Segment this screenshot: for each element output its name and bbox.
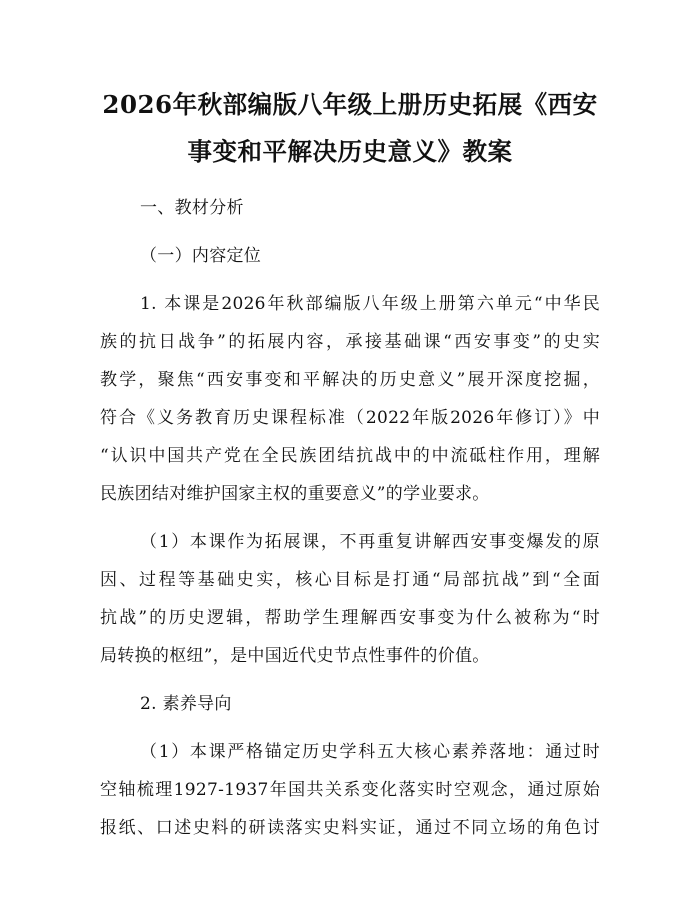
paragraph-2-line-1: （1）本课作为拓展课，不再重复讲解西安事变爆发的原	[140, 532, 600, 552]
paragraph-2-line-4: 局转换的枢纽”，是中国近代史节点性事件的价值。	[100, 646, 490, 666]
document-title-line-1: 2026年秋部编版八年级上册历史拓展《西安	[102, 90, 598, 119]
paragraph-1-line-3: 教学，聚焦“西安事变和平解决的历史意义”展开深度挖掘，	[100, 370, 600, 390]
paragraph-1-line-4: 符合《义务教育历史课程标准（2022年版2026年修订）》中	[100, 408, 600, 428]
paragraph-2-line-2: 因、过程等基础史实，核心目标是打通“局部抗战”到“全面	[100, 570, 600, 590]
document-title-line-2: 事变和平解决历史意义》教案	[187, 137, 513, 166]
subsection-heading-content-positioning: （一）内容定位	[140, 246, 262, 266]
paragraph-3-line-2: 空轴梳理1927-1937年国共关系变化落实时空观念，通过原始	[100, 780, 600, 800]
paragraph-1-line-6: 民族团结对维护国家主权的重要意义”的学业要求。	[100, 484, 490, 504]
section-heading-teaching-material-analysis: 一、教材分析	[140, 198, 244, 218]
paragraph-1-line-1: 1. 本课是2026年秋部编版八年级上册第六单元“中华民	[140, 294, 600, 314]
paragraph-2-line-3: 抗战”的历史逻辑，帮助学生理解西安事变为什么被称为“时	[100, 608, 600, 628]
paragraph-1-line-5: “认识中国共产党在全民族团结抗战中的中流砥柱作用，理解	[100, 446, 600, 466]
paragraph-3-line-3: 报纸、口述史料的研读落实史料实证，通过不同立场的角色讨	[100, 818, 600, 838]
paragraph-3-line-1: （1）本课严格锚定历史学科五大核心素养落地：通过时	[140, 742, 600, 762]
point-2-heading-literacy-orientation: 2. 素养导向	[140, 694, 232, 714]
paragraph-1-line-2: 族的抗日战争”的拓展内容，承接基础课“西安事变”的史实	[100, 332, 600, 352]
